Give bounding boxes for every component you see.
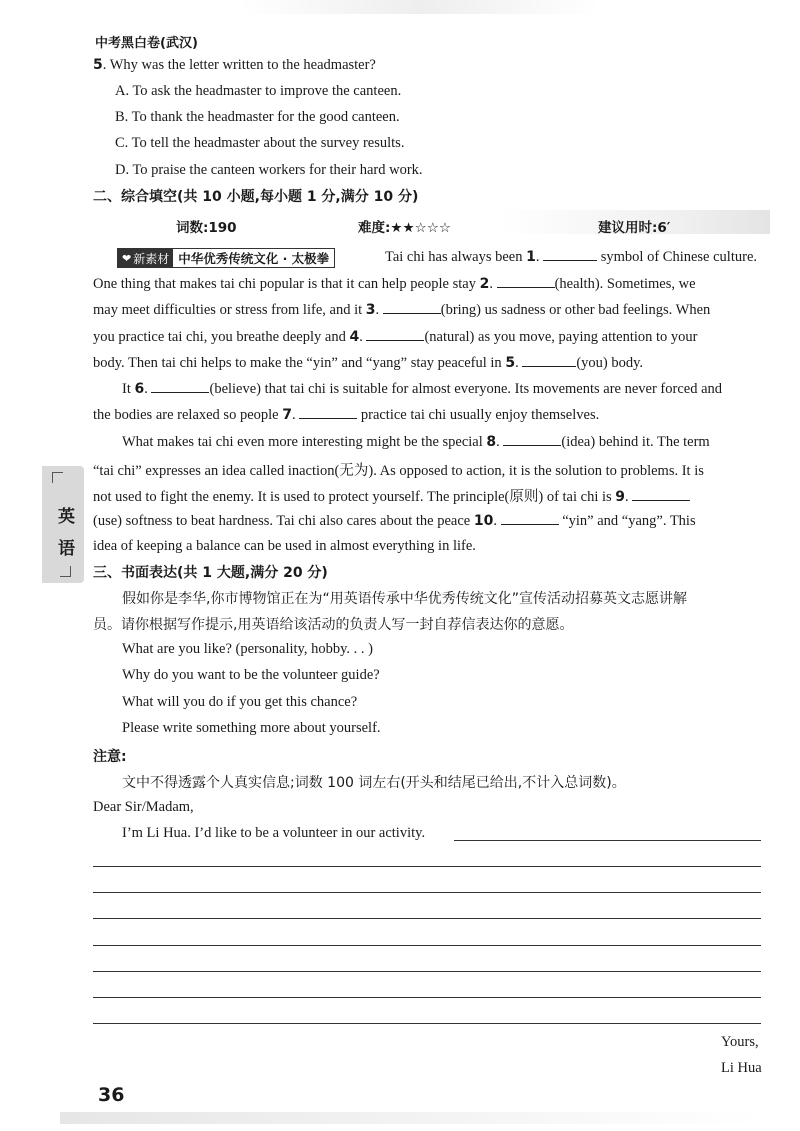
question-5-stem (93, 57, 376, 74)
passage-line: idea of keeping a balance can be used in almost everything in life. (93, 538, 476, 554)
tag-new-material: ❤ 新素材 (118, 249, 173, 267)
blank-number: 5 (505, 355, 516, 371)
writing-line[interactable] (93, 892, 761, 893)
writing-line[interactable] (93, 1023, 761, 1024)
answer-blank (503, 433, 561, 446)
writing-prompt-line-1: 假如你是李华,你市博物馆正在为“用英语传承中华优秀传统文化”宣传活动招募英文志愿讲解 (122, 591, 687, 607)
page-number: 36 (98, 1084, 125, 1106)
writing-line[interactable] (93, 971, 761, 972)
writing-line[interactable] (93, 866, 761, 867)
blank-number: 9 (615, 489, 626, 505)
passage-line: body. Then tai chi helps to make the “yin” and “yang” stay peaceful in 5. (you) body. (93, 355, 644, 371)
tag-box (117, 248, 335, 268)
difficulty-stars: ★★☆☆☆ (390, 220, 451, 236)
blank-number: 4 (349, 329, 360, 345)
hint-line: What are you like? (personality, hobby. . . ) (122, 641, 373, 657)
tag-topic: 中华优秀传统文化 · 太极拳 (178, 251, 330, 266)
hint-line: What will you do if you get this chance? (122, 694, 358, 710)
passage-line: may meet difficulties or stress from life, and it 3. (bring) us sadness or other bad feelings. When (93, 302, 711, 318)
scan-shadow-top (240, 0, 600, 14)
answer-blank (151, 380, 209, 393)
answer-blank (299, 406, 357, 419)
blank-number: 1 (526, 249, 536, 265)
answer-blank (632, 488, 690, 501)
passage-line: you practice tai chi, you breathe deeply and 4. (natural) as you move, paying attention to your (93, 329, 698, 345)
question-number: 5 (93, 57, 103, 73)
tab-corner-mark (60, 566, 71, 577)
tag-icon: ❤ (122, 251, 132, 265)
section-2-title: 二、综合填空(共 10 小题,每小题 1 分,满分 10 分) (93, 189, 419, 205)
scan-shadow-bottom (60, 1112, 760, 1124)
passage-line: What makes tai chi even more interesting might be the special 8. (idea) behind it. The term (122, 434, 710, 450)
answer-blank (383, 301, 441, 314)
section-3-title: 三、书面表达(共 1 大题,满分 20 分) (93, 565, 328, 581)
blank-number: 3 (365, 302, 376, 318)
answer-blank (522, 354, 576, 367)
blank-number: 2 (479, 276, 490, 292)
answer-blank (366, 328, 424, 341)
writing-line[interactable] (93, 997, 761, 998)
tab-corner-mark (52, 472, 63, 483)
book-header: 中考黑白卷(武汉) (95, 36, 198, 51)
difficulty-label: 难度: (358, 220, 391, 236)
passage-line: It 6. (believe) that tai chi is suitable for almost everyone. Its movements are never forced and (122, 381, 723, 397)
answer-blank (501, 512, 559, 525)
passage-line: not used to fight the enemy. It is used to protect yourself. The principle(原则) of tai chi is 9. (93, 485, 690, 506)
option-d: D. To praise the canteen workers for their hard work. (115, 162, 423, 178)
letter-closing: Yours, (721, 1034, 759, 1050)
suggested-time: 建议用时:6′ (598, 220, 671, 236)
hint-line: Please write something more about yourself. (122, 720, 381, 736)
material-tag (117, 248, 335, 268)
passage-line: Tai chi has always been 1. symbol of Chinese culture. (385, 249, 758, 265)
letter-signature: Li Hua (721, 1060, 762, 1076)
side-tab-char-1: 英 (58, 507, 75, 527)
option-b: B. To thank the headmaster for the good canteen. (115, 109, 400, 125)
letter-opening: I’m Li Hua. I’d like to be a volunteer in our activity. (122, 825, 426, 841)
option-a: A. To ask the headmaster to improve the canteen. (115, 83, 402, 99)
answer-blank (543, 248, 597, 261)
letter-greeting: Dear Sir/Madam, (93, 799, 194, 815)
answer-blank (497, 275, 555, 288)
passage-line: “tai chi” expresses an idea called inaction(无为). As opposed to action, it is the solution to problems. It is (93, 463, 704, 479)
writing-line[interactable] (93, 918, 761, 919)
passage-line: (use) softness to beat hardness. Tai chi also cares about the peace 10. “yin” and “yang”. This (93, 513, 696, 529)
note-title: 注意: (93, 749, 127, 765)
passage-line: the bodies are relaxed so people 7. practice tai chi usually enjoy themselves. (93, 407, 600, 423)
side-tab-char-2: 语 (58, 539, 75, 559)
blank-number: 8 (486, 434, 497, 450)
note-text: 文中不得透露个人真实信息;词数 100 词左右(开头和结尾已给出,不计入总词数)。 (122, 775, 626, 791)
writing-prompt-line-2: 员。请你根据写作提示,用英语给该活动的负责人写一封自荐信表达你的意愿。 (93, 617, 574, 633)
question-text: . Why was the letter written to the headmaster? (102, 57, 376, 73)
blank-number: 6 (134, 381, 145, 397)
writing-line[interactable] (454, 840, 761, 841)
writing-line[interactable] (93, 945, 761, 946)
blank-number: 7 (282, 407, 292, 423)
blank-number: 10 (473, 513, 494, 529)
hint-line: Why do you want to be the volunteer guide? (122, 667, 380, 683)
word-count: 词数:190 (176, 220, 237, 236)
difficulty (358, 216, 451, 236)
option-c: C. To tell the headmaster about the survey results. (115, 135, 405, 151)
passage-line: One thing that makes tai chi popular is that it can help people stay 2. (health). Sometimes, we (93, 276, 696, 292)
